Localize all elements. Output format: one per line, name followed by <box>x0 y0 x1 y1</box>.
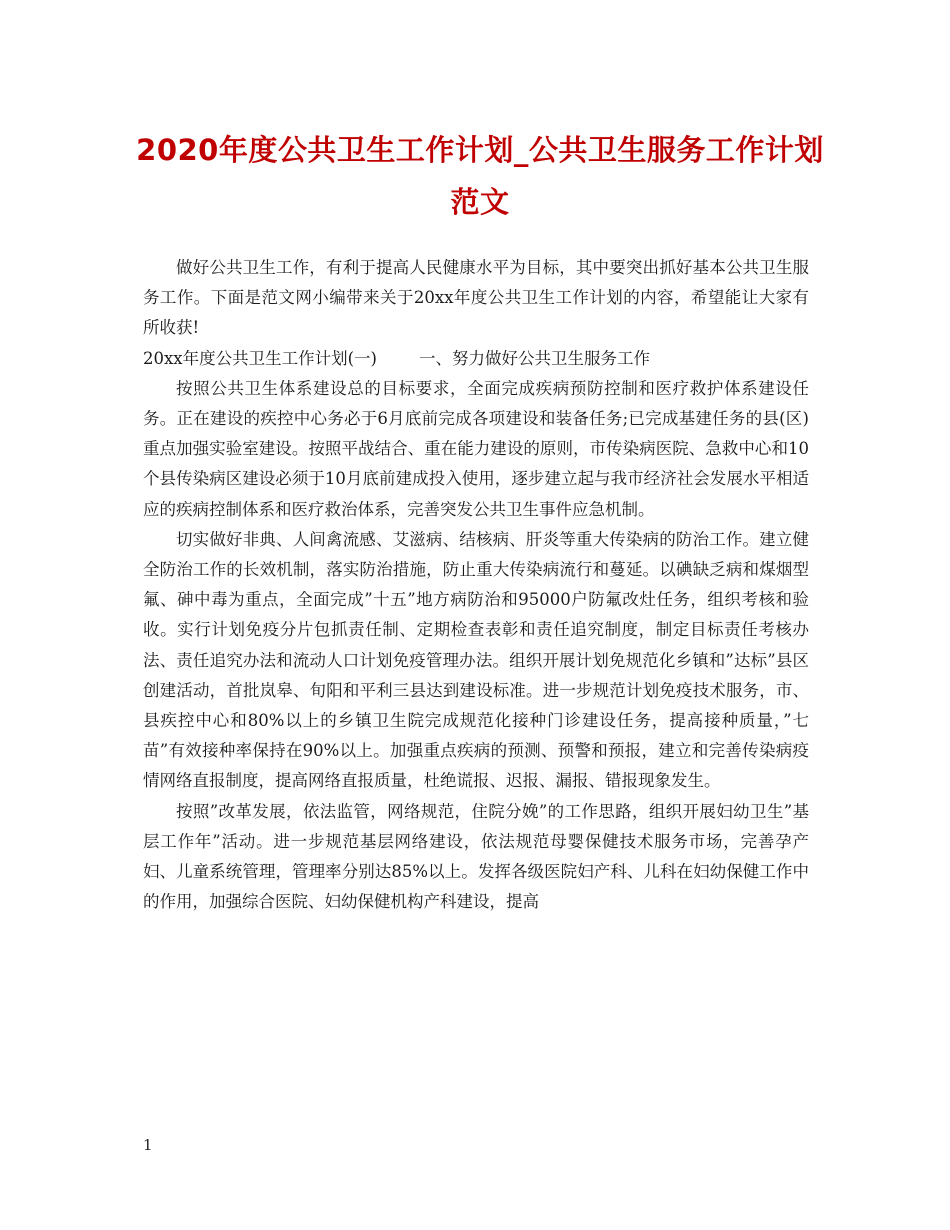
page-number: 1 <box>143 1136 153 1154</box>
plan-heading-line <box>143 344 809 374</box>
body-paragraph: 切实做好非典、人间禽流感、艾滋病、结核病、肝炎等重大传染病的防治工作。建立健全防治工作的长效机制，落实防治措施，防止重大传染病流行和蔓延。以碘缺乏病和煤烟型氟、砷中毒为重点，全面完成”十五”地方病防治和95000户防氟改灶任务，组织考核和验收。实行计划免疫分片包抓责任制、定期检查表彰和责任追究制度，制定目标责任考核办法、责任追究办法和流动人口计划免疫管理办法。组织开展计划免规范化乡镇和”达标”县区创建活动，首批岚皋、旬阳和平利三县达到建设标准。进一步规范计划免疫技术服务，市、县疾控中心和80%以上的乡镇卫生院完成规范化接种门诊建设任务，提高接种质量，”七苗”有效接种率保持在90%以上。加强重点疾病的预测、预警和预报，建立和完善传染病疫情网络直报制度，提高网络直报质量，杜绝谎报、迟报、漏报、错报现象发生。 <box>143 529 809 791</box>
document-body <box>143 253 809 917</box>
section-heading: 一、努力做好公共卫生服务工作 <box>418 348 650 368</box>
intro-paragraph: 做好公共卫生工作，有利于提高人民健康水平为目标，其中要突出抓好基本公共卫生服务工作。下面是范文网小编带来关于20xx年度公共卫生工作计划的内容，希望能让大家有所收获! <box>143 258 809 338</box>
plan-heading: 20xx年度公共卫生工作计划(一) <box>143 348 377 368</box>
body-paragraph: 按照”改革发展，依法监管，网络规范，住院分娩”的工作思路，组织开展妇幼卫生”基层工作年”活动。进一步规范基层网络建设，依法规范母婴保健技术服务市场，完善孕产妇、儿童系统管理，管理率分别达85%以上。发挥各级医院妇产科、儿科在妇幼保健工作中的作用，加强综合医院、妇幼保健机构产科建设，提高 <box>143 801 809 912</box>
document-title: 2020年度公共卫生工作计划_公共卫生服务工作计划范文 <box>136 133 824 219</box>
body-paragraph: 按照公共卫生体系建设总的目标要求，全面完成疾病预防控制和医疗救护体系建设任务。正在建设的疾控中心务必于6月底前完成各项建设和装备任务;已完成基建任务的县(区)重点加强实验室建设。按照平战结合、重在能力建设的原则，市传染病医院、急救中心和10个县传染病区建设必须于10月底前建成投入使用，逐步建立起与我市经济社会发展水平相适应的疾病控制体系和医疗救治体系，完善突发公共卫生事件应急机制。 <box>143 378 809 519</box>
